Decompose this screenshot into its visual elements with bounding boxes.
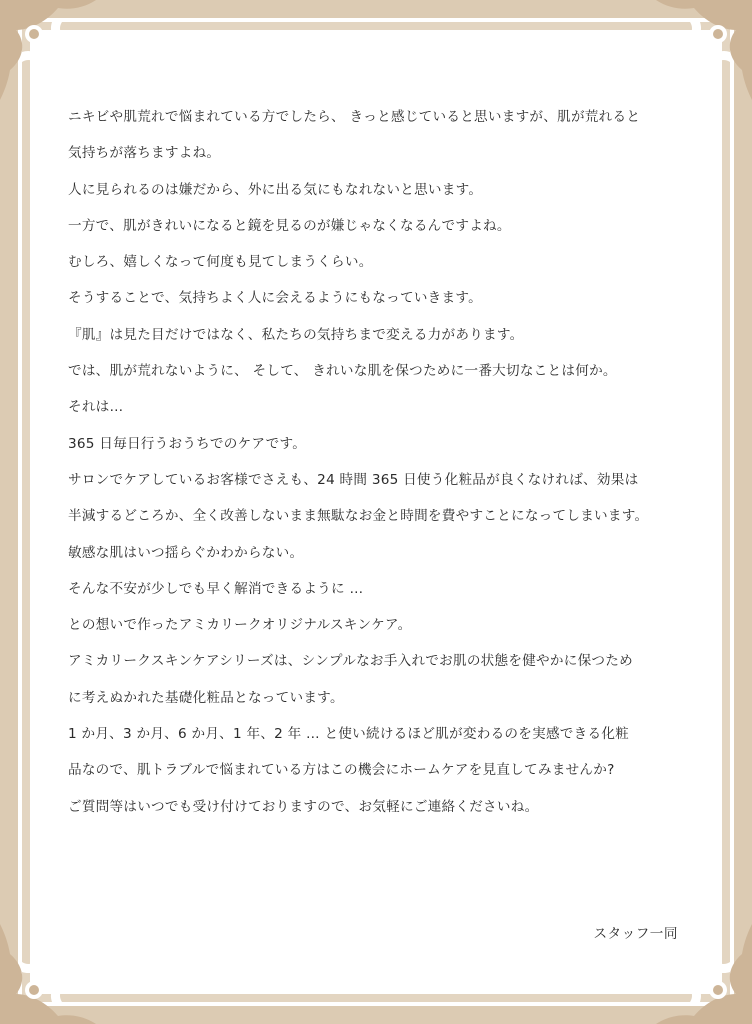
letter-line: 半減するどころか、全く改善しないまま無駄なお金と時間を費やすことになってしまいます。	[68, 508, 649, 525]
letter-line: 敏感な肌はいつ揺らぐかわからない。	[68, 544, 304, 561]
corner-ornament-icon	[0, 0, 110, 110]
letter-line: に考えぬかれた基礎化粧品となっています。	[68, 689, 344, 706]
letter-line: そうすることで、気持ちよく人に会えるようにもなっていきます。	[68, 290, 482, 307]
letter-line: 品なので、肌トラブルで悩まれている方はこの機会にホームケアを見直してみませんか?	[68, 762, 615, 779]
letter-line: 気持ちが落ちますよね。	[68, 145, 221, 162]
letter-line: では、肌が荒れないように、 そして、 きれいな肌を保つために一番大切なことは何か。	[68, 363, 617, 380]
corner-ornament-icon	[642, 0, 752, 110]
letter-line: むしろ、嬉しくなって何度も見てしまうくらい。	[68, 254, 373, 271]
letter-line: 人に見られるのは嫌だから、外に出る気にもなれないと思います。	[68, 181, 483, 198]
letter-line: それは…	[68, 399, 124, 416]
letter-line: との想いで作ったアミカリークオリジナルスキンケア。	[68, 617, 412, 634]
letter-line: 『肌』は見た目だけではなく、私たちの気持ちまで変える力があります。	[68, 326, 524, 343]
letter-line: 一方で、肌がきれいになると鏡を見るのが嫌じゃなくなるんですよね。	[68, 217, 511, 234]
letter-line: そんな不安が少しでも早く解消できるように …	[68, 580, 364, 597]
letter-line: 365 日毎日行うおうちでのケアです。	[68, 435, 307, 452]
letter-line: ご質問等はいつでも受け付けておりますので、お気軽にご連絡くださいね。	[68, 798, 539, 815]
letter-line: サロンでケアしているお客様でさえも、24 時間 365 日使う化粧品が良くなければ、効果は	[68, 471, 639, 488]
letter-body	[68, 102, 698, 828]
letter-line: ニキビや肌荒れで悩まれている方でしたら、 きっと感じていると思いますが、肌が荒れると	[68, 109, 641, 125]
corner-ornament-icon	[0, 914, 110, 1024]
letter-line: 1 か月、3 か月、6 か月、1 年、2 年 … と使い続けるほど肌が変わるのを実感できる化粧	[68, 726, 630, 743]
letter-line: アミカリークスキンケアシリーズは、シンプルなお手入れでお肌の状態を健やかに保つため	[68, 653, 633, 670]
signature: スタッフ一同	[593, 926, 678, 942]
